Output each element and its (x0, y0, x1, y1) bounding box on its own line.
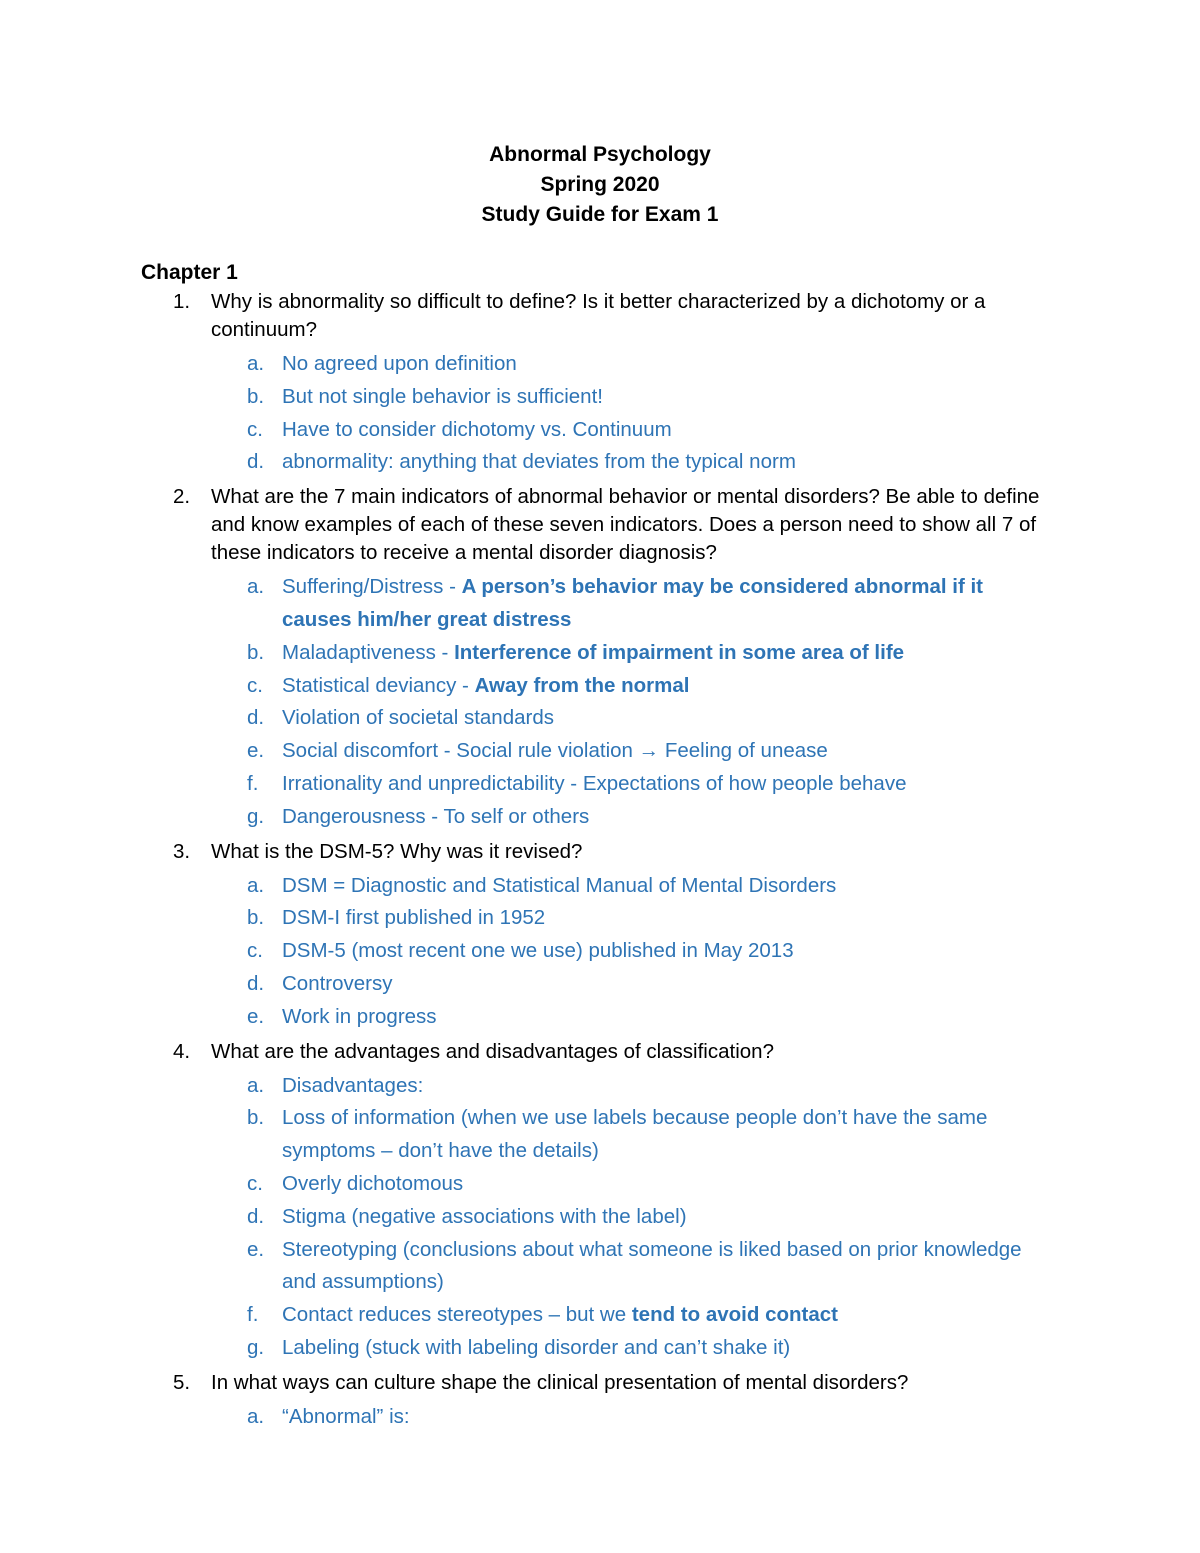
answer-item (0, 446, 1042, 479)
answer-letter: c. (247, 673, 263, 697)
answer-item (0, 381, 1042, 414)
answer-item (0, 1168, 1042, 1201)
answer-list (0, 870, 1200, 1034)
answer-list (0, 348, 1200, 479)
question-number: 2. (173, 485, 191, 509)
answer-text: Controversy (282, 971, 393, 995)
answer-text: Irrationality and unpredictability - Expectations of how people behave (282, 771, 907, 795)
answer-item (0, 1299, 1042, 1332)
answer-letter: a. (247, 352, 265, 375)
answer-item (0, 1401, 1042, 1434)
question-item (0, 838, 1051, 866)
answer-letter: d. (247, 971, 265, 995)
question-text: In what ways can culture shape the clinical presentation of mental disorders? (211, 1370, 909, 1394)
answer-item (0, 735, 1042, 768)
answer-item (0, 1001, 1042, 1034)
answer-letter: a. (247, 873, 265, 897)
question-item (0, 1038, 1051, 1066)
answer-letter: c. (247, 939, 263, 963)
answer-text: Violation of societal standards (282, 706, 554, 730)
question-text: What are the 7 main indicators of abnormal behavior or mental disorders? Be able to define and know examples of each of these seven indicators. Does a person need to show all 7 of these indicators to receive a mental disorder diagnosis? (211, 485, 1040, 565)
answer-text: Stereotyping (conclusions about what someone is liked based on prior knowledge and assumptions) (282, 1237, 1022, 1294)
answer-item (0, 1234, 1042, 1300)
answer-text: DSM = Diagnostic and Statistical Manual of Mental Disorders (282, 873, 837, 897)
answer-text: Statistical deviancy - (282, 673, 475, 697)
question-text: What is the DSM-5? Why was it revised? (211, 839, 583, 863)
answer-item (0, 670, 1042, 703)
answer-emphasis: Away from the normal (474, 673, 690, 697)
answer-text: Loss of information (when we use labels because people don’t have the same symptoms – don’t have the details) (282, 1106, 988, 1163)
answer-item (0, 348, 1042, 381)
answer-letter: f. (247, 1303, 259, 1327)
answer-item (0, 902, 1042, 935)
question-list (0, 288, 1200, 1438)
answer-emphasis: A person’s behavior may be considered abnormal if it causes him/her great distress (282, 575, 984, 631)
answer-letter: c. (247, 1171, 263, 1195)
answer-letter: a. (247, 1073, 265, 1097)
answer-item (0, 768, 1042, 801)
guide-title: Study Guide for Exam 1 (481, 203, 719, 226)
answer-text: Stigma (negative associations with the label) (282, 1204, 687, 1228)
answer-list (0, 1401, 1200, 1434)
question-item (0, 288, 1051, 344)
answer-letter: e. (247, 1004, 265, 1028)
answer-letter: b. (247, 1106, 265, 1130)
answer-list (0, 571, 1200, 833)
answer-text: Social discomfort - Social rule violation → Feeling of unease (282, 739, 828, 763)
answer-item (0, 1332, 1042, 1365)
answer-item (0, 637, 1042, 670)
answer-letter: g. (247, 804, 265, 828)
answer-letter: e. (247, 739, 265, 763)
answer-text: Contact reduces stereotypes – but we (282, 1303, 632, 1327)
answer-letter: d. (247, 450, 265, 474)
answer-item (0, 1102, 1042, 1168)
answer-text: Overly dichotomous (282, 1171, 464, 1195)
answer-item (0, 571, 1042, 637)
answer-text: But not single behavior is sufficient! (282, 384, 603, 408)
question-number: 4. (173, 1039, 191, 1063)
answer-text: abnormality: anything that deviates from the typical norm (282, 450, 796, 474)
question-number: 1. (173, 290, 191, 313)
answer-emphasis: tend to avoid contact (631, 1303, 838, 1327)
question-item (0, 483, 1051, 567)
answer-item (0, 1070, 1042, 1103)
answer-item (0, 414, 1042, 447)
answer-letter: e. (247, 1237, 265, 1261)
answer-text: DSM-5 (most recent one we use) published in May 2013 (282, 939, 794, 963)
answer-text: DSM-I first published in 1952 (282, 906, 546, 930)
answer-text: Disadvantages: (282, 1073, 424, 1097)
answer-item (0, 968, 1042, 1001)
answer-letter: b. (247, 640, 265, 664)
answer-letter: a. (247, 1404, 265, 1428)
answer-text: Labeling (stuck with labeling disorder and can’t shake it) (282, 1335, 791, 1359)
answer-item (0, 1201, 1042, 1234)
answer-item (0, 935, 1042, 968)
answer-letter: f. (247, 771, 259, 795)
answer-item (0, 870, 1042, 903)
answer-emphasis: Interference of impairment in some area of life (454, 640, 905, 664)
course-title: Abnormal Psychology (489, 143, 711, 166)
answer-text: “Abnormal” is: (282, 1404, 410, 1428)
semester: Spring 2020 (540, 173, 660, 196)
chapter-heading: Chapter 1 (141, 261, 238, 284)
answer-letter: b. (247, 384, 265, 408)
answer-item (0, 801, 1042, 834)
answer-text: No agreed upon definition (282, 352, 517, 375)
question-number: 3. (173, 839, 191, 863)
answer-text: Dangerousness - To self or others (282, 804, 590, 828)
question-item (0, 1369, 1051, 1397)
answer-text: Work in progress (282, 1004, 437, 1028)
answer-letter: g. (247, 1335, 265, 1359)
question-number: 5. (173, 1370, 191, 1394)
answer-letter: d. (247, 1204, 265, 1228)
answer-letter: c. (247, 417, 263, 441)
answer-list (0, 1070, 1200, 1365)
answer-letter: b. (247, 906, 265, 930)
answer-letter: a. (247, 575, 265, 599)
answer-letter: d. (247, 706, 265, 730)
answer-text: Maladaptiveness - (282, 640, 455, 664)
document-header (0, 140, 1200, 230)
answer-text: Have to consider dichotomy vs. Continuum (282, 417, 672, 441)
question-text: Why is abnormality so difficult to define? Is it better characterized by a dichotomy or a continuum? (211, 290, 986, 341)
answer-text: Suffering/Distress - (282, 575, 462, 599)
question-text: What are the advantages and disadvantages of classification? (211, 1039, 774, 1063)
answer-item (0, 702, 1042, 735)
